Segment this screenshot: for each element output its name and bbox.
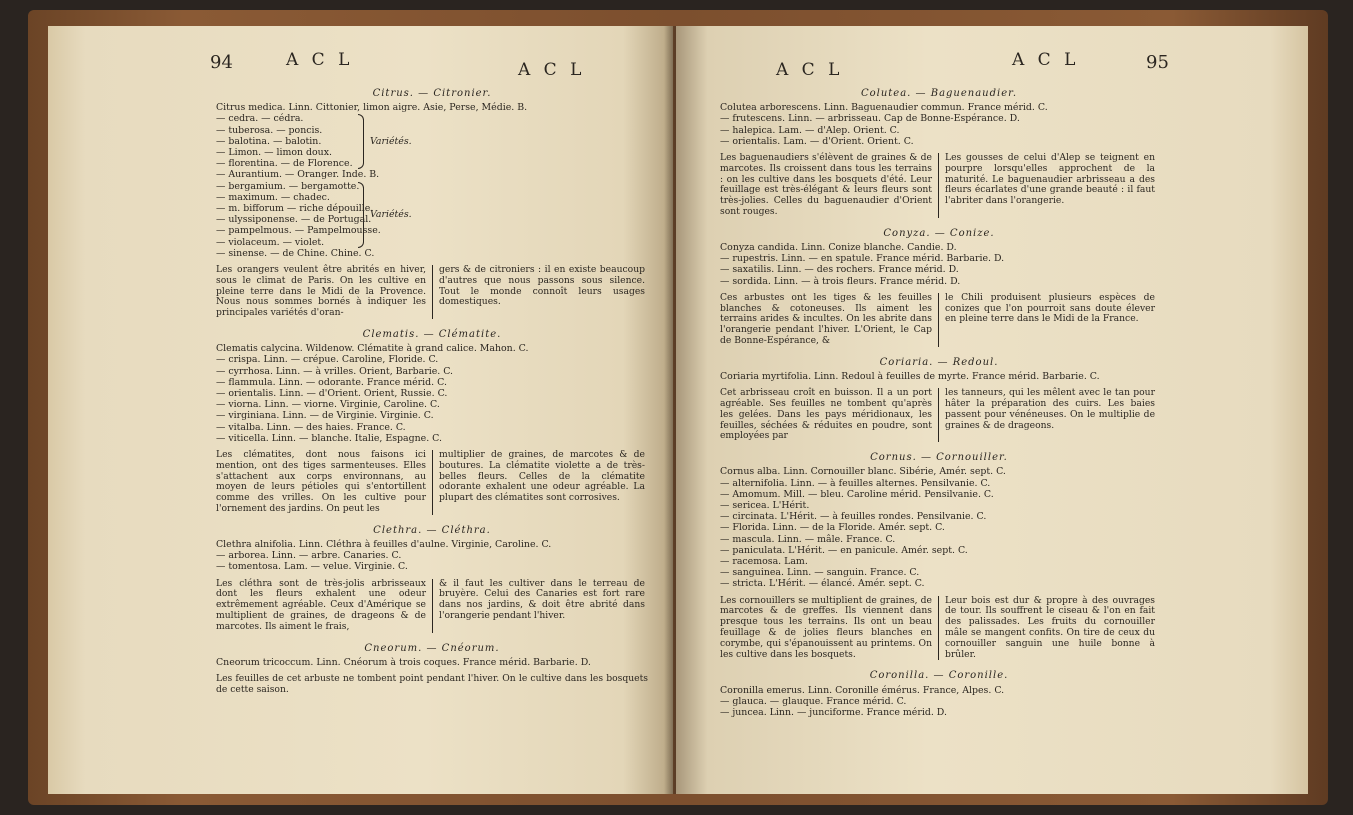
section-title-clethra: Clethra. — Cléthra. — [373, 524, 491, 536]
species-line: Colutea arborescens. Linn. Baguenaudier commun. France mérid. C. — [720, 102, 1048, 114]
variety-label: Variétés. — [370, 135, 412, 147]
citrus-species-list — [216, 102, 648, 259]
cornus-text-left: Les cornouillers se multiplient de graines, de marcotes & de greffes. Ils viennent dans presque tous les terrains. Ils ont un beau feuillage & de jolies fleurs blanches en corymbe, qui s'épanouissent au printems. On les cultive dans les bosquets. — [720, 596, 939, 661]
species-line: Coronilla emerus. Linn. Coronille émérus. France, Alpes. C. — [720, 684, 1005, 696]
colutea-text-left: Les baguenaudiers s'élèvent de graines & de marcotes. Ils croissent dans tous les terrains : on les cultive dans les bosquets d'été. Leur feuillage est très-élégant & leurs fleurs sont très-jolies. Celles du baguenaudier d'Orient sont rouges. — [720, 153, 939, 218]
variety-label: Variétés. — [370, 208, 412, 220]
cneorum-text: Les feuilles de cet arbuste ne tombent point pendant l'hiver. On le cultive dans les bosquets de cette saison. — [216, 673, 648, 695]
cneorum-species-list — [216, 657, 648, 668]
clethra-text-right: & il faut les cultiver dans le terreau de bruyère. Celui des Canaries est fort rare dans nos jardins, & doit être abrité dans l'orangerie pendant l'hiver. — [439, 577, 645, 622]
species-line: — Limon. — limon doux. — [216, 147, 332, 159]
citrus-text-left: Les orangers veulent être abrités en hiver, sous le climat de Paris. On les cultive en pleine terre dans le Midi de la Provence. Nous nous sommes bornés à indiquer les principales variétés d'oran- — [216, 265, 433, 319]
species-line: — viorna. Linn. — viorne. Virginie, Caroline. C. — [216, 399, 440, 411]
clematis-text-right: multiplier de graines, de marcotes & de boutures. La clématite violette a de très-belles fleurs. Celles de la clématite odorante exhalent une odeur agréable. La plupart des clématites sont corrosives. — [439, 449, 645, 504]
section-title-clematis: Clematis. — Clématite. — [362, 329, 502, 341]
variety-brace — [358, 114, 364, 169]
species-line: — tuberosa. — poncis. — [216, 124, 323, 136]
species-line: — Amomum. Mill. — bleu. Caroline mérid. Pensilvanie. C. — [720, 488, 994, 500]
section-title-cneorum: Cneorum. — Cnéorum. — [364, 642, 500, 654]
species-line: — sordida. Linn. — à trois fleurs. France mérid. D. — [720, 275, 961, 287]
species-line: Cornus alba. Linn. Cornouiller blanc. Sibérie, Amér. sept. C. — [720, 466, 1006, 478]
section-title-conyza: Conyza. — Conize. — [883, 227, 995, 239]
species-line: — virginiana. Linn. — de Virginie. Virginie. C. — [216, 410, 434, 422]
species-line: — tomentosa. Lam. — velue. Virginie. C. — [216, 561, 408, 573]
species-line: — alternifolia. Linn. — à feuilles alternes. Pensilvanie. C. — [720, 477, 991, 489]
cornus-species-list — [720, 466, 1158, 589]
clethra-text-left: Les cléthra sont de très-jolis arbrisseaux dont les fleurs exhalent une odeur extrêmement agréable. Ceux d'Amérique se multiplient de graines, de drageons & de marcotes. Ils aiment le frais, — [216, 579, 433, 633]
species-line: — crispa. Linn. — crépue. Caroline, Floride. C. — [216, 354, 439, 366]
species-line: Cneorum tricoccum. Linn. Cnéorum à trois coques. France mérid. Barbarie. D. — [216, 656, 591, 668]
species-line: — frutescens. Linn. — arbrisseau. Cap de Bonne-Espérance. D. — [720, 113, 1020, 125]
page-number-left: 94 — [210, 52, 233, 73]
page-number-right: 95 — [1146, 52, 1169, 73]
species-line: — racemosa. Lam. — [720, 556, 808, 568]
species-line: — vitalba. Linn. — des haies. France. C. — [216, 421, 406, 433]
section-title-cornus: Cornus. — Cornouiller. — [870, 452, 1008, 464]
clematis-text-left: Les clématites, dont nous faisons ici mention, ont des tiges sarmenteuses. Elles s'attachent aux corps environnans, au moyen de leurs pétioles qui s'entortillent comme des vrilles. On les cultive pour l'ornement des jardins. On peut les — [216, 450, 433, 515]
species-line: — arborea. Linn. — arbre. Canaries. C. — [216, 550, 402, 562]
species-line: — glauca. — glauque. France mérid. C. — [720, 695, 907, 707]
section-title-colutea: Colutea. — Baguenaudier. — [860, 88, 1018, 99]
species-line: — halepica. Lam. — d'Alep. Orient. C. — [720, 124, 900, 136]
species-line: Citrus medica. Linn. Cittonier, limon aigre. Asie, Perse, Médie. B. — [216, 102, 528, 114]
coriaria-text-left: Cet arbrisseau croît en buisson. Il a un port agréable. Ses feuilles ne tombent qu'après les gelées. Dans les pays méridionaux, les feuilles, séchées & réduites en poudre, sont employées par — [720, 388, 939, 442]
conyza-text-left: Ces arbustes ont les tiges & les feuilles blanches & cotoneuses. Ils aiment les terrains arides & incultes. On les abrite dans l'orangerie pendant l'hiver. L'Orient, le Cap de Bonne-Espérance, & — [720, 293, 939, 347]
colutea-species-list — [720, 102, 1158, 147]
species-line: — ulyssiponense. — de Portugal. — [216, 214, 372, 226]
section-title-coronilla: Coronilla. — Coronille. — [869, 670, 1009, 682]
species-line: — pampelmous. — Pampelmousse. — [216, 225, 381, 237]
species-line: — Florida. Linn. — de la Floride. Amér. sept. C. — [720, 522, 945, 534]
species-line: — maximum. — chadec. — [216, 191, 330, 203]
section-title-citrus: Citrus. — Citronier. — [372, 88, 492, 99]
species-line: — florentina. — de Florence. — [216, 158, 353, 170]
species-line: — violaceum. — violet. — [216, 236, 325, 248]
species-line: — rupestris. Linn. — en spatule. France mérid. Barbarie. D. — [720, 253, 1005, 265]
species-line: — cyrrhosa. Linn. — à vrilles. Orient, Barbarie. C. — [216, 365, 454, 377]
species-line: — m. bifforum — riche dépouille. — [216, 203, 374, 215]
species-line: — balotina. — balotin. — [216, 135, 322, 147]
colutea-text-right: Les gousses de celui d'Alep se teignent en pourpre lorsqu'elles approchent de la maturité. Le baguenaudier arbrisseau a des fleurs écarlates d'une grande beauté : il faut l'abriter dans l'orangerie. — [945, 152, 1155, 207]
species-line: Clethra alnifolia. Linn. Cléthra à feuilles d'aulne. Virginie, Caroline. C. — [216, 539, 552, 551]
species-line: Conyza candida. Linn. Conize blanche. Candie. D. — [720, 242, 957, 253]
left-page — [48, 26, 673, 794]
citrus-text-right: gers & de citroniers : il en existe beaucoup d'autres que nous passons sous silence. Tout le monde connoît leurs usages domestiques. — [439, 264, 645, 308]
species-line: — saxatilis. Linn. — des rochers. France mérid. D. — [720, 264, 959, 276]
coriaria-text-right: les tanneurs, qui les mêlent avec le tan pour hâter la préparation des cuirs. Les baies passent pour vénéneuses. On le multiplie de graines & de drageons. — [945, 387, 1155, 431]
species-line: — Aurantium. — Oranger. Inde. B. — [216, 169, 380, 181]
species-line: — sanguinea. Linn. — sanguin. France. C. — [720, 567, 920, 579]
clematis-species-list — [216, 343, 648, 444]
species-line: — sinense. — de Chine. Chine. C. — [216, 247, 375, 259]
species-line: — flammula. Linn. — odorante. France mérid. C. — [216, 376, 447, 388]
right-page — [676, 26, 1308, 794]
species-line: — paniculata. L'Hérit. — en panicule. Amér. sept. C. — [720, 544, 968, 556]
running-head: A C L — [1012, 50, 1080, 70]
species-line: Coriaria myrtifolia. Linn. Redoul à feuilles de myrte. France mérid. Barbarie. C. — [720, 371, 1100, 382]
species-line: — orientalis. Lam. — d'Orient. Orient. C. — [720, 135, 914, 147]
species-line: — stricta. L'Hérit. — élancé. Amér. sept. C. — [720, 578, 925, 590]
section-title-coriaria: Coriaria. — Redoul. — [879, 356, 999, 368]
species-line: — orientalis. Linn. — d'Orient. Orient, Russie. C. — [216, 388, 448, 400]
running-head: A C L — [286, 50, 354, 70]
species-line: — sericea. L'Hérit. — [720, 500, 810, 511]
coriaria-species-list — [720, 371, 1158, 382]
running-head: A C L — [776, 60, 844, 80]
running-head: A C L — [518, 60, 586, 80]
conyza-text-right: le Chili produisent plusieurs espèces de conizes que l'on pourroit sans doute élever en pleine terre dans le Midi de la France. — [945, 291, 1155, 325]
cornus-text-right: Leur bois est dur & propre à des ouvrages de tour. Ils souffrent le ciseau & l'on en fait des palissades. Les fruits du cornouiller mâle se mangent confits. On tire de ceux du cornouiller sanguin une huile bonne à brûler. — [945, 594, 1155, 660]
conyza-species-list — [720, 242, 1158, 287]
clethra-species-list — [216, 539, 648, 573]
species-line: — cedra. — cédra. — [216, 113, 304, 125]
coronilla-species-list — [720, 685, 1158, 719]
species-line: — mascula. Linn. — mâle. France. C. — [720, 533, 896, 545]
species-line: — circinata. L'Hérit. — à feuilles rondes. Pensilvanie. C. — [720, 511, 987, 523]
species-line: — juncea. Linn. — junciforme. France mérid. D. — [720, 707, 947, 719]
species-line: — viticella. Linn. — blanche. Italie, Espagne. C. — [216, 432, 442, 444]
species-line: — bergamium. — bergamotte. — [216, 180, 360, 192]
variety-brace — [358, 182, 364, 248]
species-line: Clematis calycina. Wildenow. Clématite à grand calice. Mahon. C. — [216, 343, 529, 355]
